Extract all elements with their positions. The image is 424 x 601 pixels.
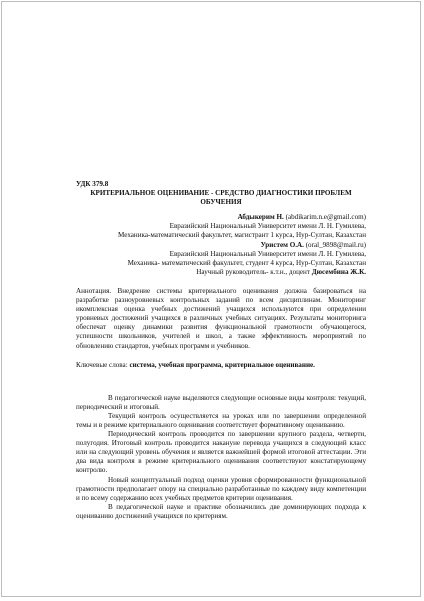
author1-affiliation-1: Евразийский Национальный Университет имени Л. Н. Гумилева, xyxy=(169,222,366,231)
author2-email: (oral_9898@mail.ru) xyxy=(305,240,366,249)
body-paragraph-5: В педагогической науке и практике обозначились две доминирующих подхода к оцениванию достижений учащихся по критериям. xyxy=(76,502,366,520)
article-title xyxy=(76,189,366,207)
author1-name: Абдыкерим Н. xyxy=(237,213,284,222)
abstract-text: Аннотация. Внедрение системы критериального оценивания должна базироваться на разработке разноуровневых контрольных заданий по всем дисциплинам. Мониторинг икомплексная оценка учебных достижений учащихся используются при определении уровневых достижений учащихся в различных учебных ситуациях. Результаты мониторинга обеспечат оценку динамики развития функциональной грамотности обучающегося, успешности школьников, учителей и школ, а также эффективность мероприятий по обновлению стандартов, учебных программ и учебников. xyxy=(76,286,366,350)
keywords-text: система, учебная программа, критериальное оценивание. xyxy=(129,360,315,369)
article-body xyxy=(76,394,366,521)
author1-affiliation-2: Механика-математический факультет, магистрант 1 курса, Нур-Султан, Казахстан xyxy=(118,231,366,240)
keywords-label: Ключевые слова: xyxy=(76,360,128,369)
advisor-prefix: Научный руководитель- к.т.н., доцент xyxy=(196,267,310,276)
author1-line xyxy=(76,213,366,222)
author1-email: (abdikarim.n.e@gmail.com) xyxy=(285,213,366,222)
article-content xyxy=(76,180,366,521)
advisor-name: Дюсембина Ж.К. xyxy=(311,267,366,276)
advisor-line xyxy=(76,268,366,277)
author2-affiliation-2: Механика- математический факультет, студент 4 курса, Нур-Султан, Казахстан xyxy=(127,258,366,267)
document-page xyxy=(1,1,421,597)
keywords-line xyxy=(76,361,366,370)
body-paragraph-3: Периодический контроль проводится по завершении крупного раздела, четверти, полугодия. Итоговый контроль проводится накануне перевода учащихся в следующий класс или на следующий уровень обучения и является важнейшей формой итоговой аттестации. Эти два вида контроля в режиме критериального оценивания соответствуют констатирующему контролю. xyxy=(76,430,366,475)
body-paragraph-4: Новый концептуальный подход оценки уровня сформированности функциональной грамотности предполагает опору на специально разработанные по каждому виду компетенции и по всему содержанию всех учебных предметов критерии оценивания. xyxy=(76,475,366,502)
title-line-2: ОБУЧЕНИЯ xyxy=(200,198,242,207)
udc-code: УДК 379.8 xyxy=(76,180,109,188)
author2-name: Уристем О.А. xyxy=(260,240,304,249)
body-paragraph-1: В педагогической науке выделяются следующие основные виды контроля: текущий, периодический и итоговый. xyxy=(76,393,366,411)
author2-line xyxy=(76,241,366,250)
body-paragraph-2: Текущий контроль осуществляется на уроках или по завершении определенной темы и в режиме критериального оценивания соответствует формативному оцениванию. xyxy=(76,411,366,429)
author-block xyxy=(76,213,366,277)
author2-affiliation-1: Евразийский Национальный Университет имени Л. Н. Гумилева, xyxy=(169,249,366,258)
title-line-1: КРИТЕРИАЛЬНОЕ ОЦЕНИВАНИЕ - СРЕДСТВО ДИАГНОСТИКИ ПРОБЛЕМ xyxy=(90,189,352,198)
